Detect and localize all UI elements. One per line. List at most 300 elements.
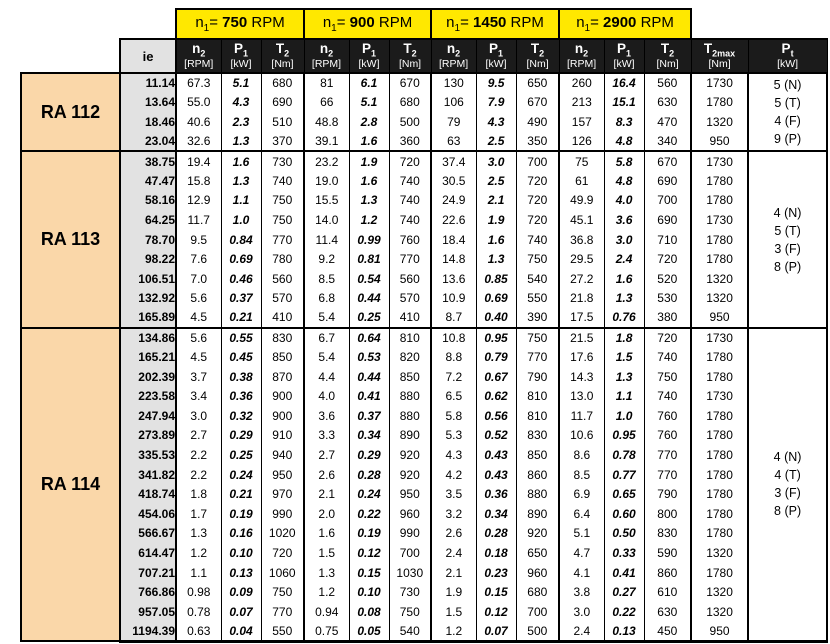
t2-cell: 720: [516, 210, 559, 230]
p1-cell: 0.85: [476, 269, 516, 289]
ratio-cell: 165.21: [120, 347, 176, 367]
table-row: [21, 426, 827, 446]
table-row: [21, 445, 827, 465]
t2-cell: 690: [644, 171, 691, 191]
t2-header-900rpm: $T_2$ [Nm]: [389, 39, 431, 73]
n2-cell: 2.4: [559, 622, 604, 642]
n2-cell: 10.8: [431, 328, 476, 348]
t2-cell: 410: [261, 308, 304, 328]
gearbox-spec-table: [20, 8, 828, 643]
ratio-cell: 23.04: [120, 132, 176, 152]
p1-cell: 0.36: [221, 387, 261, 407]
t2-cell: 700: [644, 191, 691, 211]
p1-cell: 0.37: [221, 289, 261, 309]
p1-cell: 0.44: [349, 289, 389, 309]
n2-cell: 2.1: [431, 563, 476, 583]
t2-cell: 950: [261, 465, 304, 485]
table-body: [21, 73, 827, 641]
p1-cell: 0.07: [221, 602, 261, 622]
t2-cell: 760: [644, 406, 691, 426]
p1-cell: 0.34: [476, 504, 516, 524]
column-header-row: [21, 39, 827, 73]
p1-cell: 0.34: [349, 426, 389, 446]
n2-cell: 63: [431, 132, 476, 152]
table-row: [21, 524, 827, 544]
t2-cell: 1030: [389, 563, 431, 583]
n2-cell: 11.7: [176, 210, 221, 230]
p1-cell: 0.25: [221, 445, 261, 465]
ratio-cell: 418.74: [120, 484, 176, 504]
n2-cell: 4.3: [431, 445, 476, 465]
n2-cell: 27.2: [559, 269, 604, 289]
ratio-cell: 766.86: [120, 582, 176, 602]
n2-cell: 7.0: [176, 269, 221, 289]
n2-cell: 36.8: [559, 230, 604, 250]
t2max-cell: 1730: [691, 73, 748, 93]
ratio-cell: 454.06: [120, 504, 176, 524]
n2-cell: 6.7: [304, 328, 349, 348]
n2-cell: 5.6: [176, 328, 221, 348]
t2-cell: 380: [644, 308, 691, 328]
p1-cell: 0.40: [476, 308, 516, 328]
ratio-cell: 341.82: [120, 465, 176, 485]
n2-cell: 1.2: [304, 582, 349, 602]
t2max-cell: 1780: [691, 347, 748, 367]
pt-line: 4 (F): [774, 114, 801, 129]
t2-cell: 750: [261, 191, 304, 211]
t2-cell: 450: [644, 622, 691, 642]
t2-cell: 990: [261, 504, 304, 524]
p1-cell: 0.16: [221, 524, 261, 544]
p1-cell: 0.36: [476, 484, 516, 504]
p1-cell: 0.18: [476, 543, 516, 563]
t2-cell: 690: [261, 93, 304, 113]
n2-cell: 6.9: [559, 484, 604, 504]
p1-cell: 1.0: [221, 210, 261, 230]
p1-cell: 1.5: [604, 347, 644, 367]
t2-cell: 790: [516, 367, 559, 387]
t2-header-1450rpm: $T_2$ [Nm]: [516, 39, 559, 73]
ie-column-header: ie: [120, 39, 176, 73]
p1-cell: 0.84: [221, 230, 261, 250]
n2-cell: 7.6: [176, 249, 221, 269]
t2max-cell: 1780: [691, 484, 748, 504]
p1-cell: 3.0: [604, 230, 644, 250]
t2-cell: 710: [644, 230, 691, 250]
p1-cell: 1.8: [604, 328, 644, 348]
p1-cell: 4.8: [604, 132, 644, 152]
speed-header-row: [21, 9, 827, 39]
n2-cell: 48.8: [304, 112, 349, 132]
p1-cell: 0.13: [221, 563, 261, 583]
group-column-spacer: [21, 39, 120, 73]
p1-cell: 1.9: [349, 151, 389, 171]
n2-cell: 37.4: [431, 151, 476, 171]
t2-cell: 850: [389, 367, 431, 387]
p1-cell: 0.37: [349, 406, 389, 426]
p1-cell: 0.69: [221, 249, 261, 269]
p1-cell: 0.77: [604, 465, 644, 485]
n2-cell: 106: [431, 93, 476, 113]
table-row: [21, 93, 827, 113]
p1-cell: 0.43: [476, 465, 516, 485]
t2-cell: 690: [644, 210, 691, 230]
pt-line: 8 (P): [774, 259, 802, 274]
t2max-cell: 1730: [691, 387, 748, 407]
p1-cell: 0.09: [221, 582, 261, 602]
n2-cell: 4.0: [304, 387, 349, 407]
p1-cell: 0.69: [476, 289, 516, 309]
t2-cell: 610: [644, 582, 691, 602]
p1-cell: 2.8: [349, 112, 389, 132]
pt-line: 5 (N): [773, 78, 802, 93]
t2-cell: 720: [516, 171, 559, 191]
t2max-cell: 1320: [691, 543, 748, 563]
t2max-cell: 1780: [691, 465, 748, 485]
table-row: [21, 367, 827, 387]
pt-line: 4 (N): [773, 450, 802, 465]
n2-cell: 39.1: [304, 132, 349, 152]
ratio-cell: 134.86: [120, 328, 176, 348]
p1-cell: 0.22: [349, 504, 389, 524]
t2-cell: 800: [644, 504, 691, 524]
n2-cell: 24.9: [431, 191, 476, 211]
t2max-column-header: $T_{2max}$ [Nm]: [691, 39, 748, 73]
t2-cell: 560: [389, 269, 431, 289]
p1-cell: 0.12: [476, 602, 516, 622]
p1-cell: 1.6: [221, 151, 261, 171]
p1-cell: 0.60: [604, 504, 644, 524]
header-spacer-pt: [748, 9, 827, 39]
n2-cell: 4.5: [176, 308, 221, 328]
n2-cell: 40.6: [176, 112, 221, 132]
t2-cell: 790: [644, 484, 691, 504]
t2max-cell: 1780: [691, 406, 748, 426]
n2-cell: 15.8: [176, 171, 221, 191]
ratio-cell: 11.14: [120, 73, 176, 93]
table-row: [21, 328, 827, 348]
speed-band-2900rpm: [559, 9, 691, 39]
ratio-cell: 957.05: [120, 602, 176, 622]
t2-cell: 730: [261, 151, 304, 171]
p1-cell: 5.8: [604, 151, 644, 171]
n2-cell: 3.5: [431, 484, 476, 504]
p1-cell: 0.62: [476, 387, 516, 407]
p1-cell: 0.78: [604, 445, 644, 465]
t2-cell: 830: [516, 426, 559, 446]
speed-band-1450rpm: [431, 9, 559, 39]
t2-cell: 740: [261, 171, 304, 191]
t2-cell: 670: [389, 73, 431, 93]
n2-cell: 2.2: [176, 465, 221, 485]
t2-cell: 860: [516, 465, 559, 485]
table-row: [21, 132, 827, 152]
p1-cell: 0.29: [349, 445, 389, 465]
ratio-cell: 1194.39: [120, 622, 176, 642]
n2-cell: 5.1: [559, 524, 604, 544]
n2-cell: 11.4: [304, 230, 349, 250]
n2-cell: 2.6: [431, 524, 476, 544]
table-row: [21, 73, 827, 93]
t2-cell: 1060: [261, 563, 304, 583]
t2-cell: 720: [644, 328, 691, 348]
t2-cell: 1020: [261, 524, 304, 544]
t2-cell: 820: [389, 347, 431, 367]
t2-cell: 500: [389, 112, 431, 132]
p1-cell: 0.32: [221, 406, 261, 426]
t2-cell: 570: [389, 289, 431, 309]
n2-cell: 1.3: [304, 563, 349, 583]
p1-cell: 0.41: [604, 563, 644, 583]
p1-cell: 0.38: [221, 367, 261, 387]
p1-cell: 1.6: [349, 171, 389, 191]
p1-cell: 3.0: [476, 151, 516, 171]
p1-cell: 1.3: [476, 249, 516, 269]
table-row: [21, 151, 827, 171]
n2-cell: 3.2: [431, 504, 476, 524]
p1-cell: 0.65: [604, 484, 644, 504]
n2-cell: 8.6: [559, 445, 604, 465]
t2-cell: 870: [261, 367, 304, 387]
t2-cell: 340: [644, 132, 691, 152]
n2-cell: 4.4: [304, 367, 349, 387]
p1-cell: 0.29: [221, 426, 261, 446]
t2-cell: 750: [644, 367, 691, 387]
table-header: [21, 9, 827, 73]
table-row: [21, 387, 827, 407]
ratio-cell: 165.89: [120, 308, 176, 328]
p1-cell: 0.54: [349, 269, 389, 289]
p1-cell: 1.6: [604, 269, 644, 289]
p1-cell: 9.5: [476, 73, 516, 93]
p1-cell: 0.25: [349, 308, 389, 328]
n2-cell: 0.75: [304, 622, 349, 642]
table-row: [21, 191, 827, 211]
table-row: [21, 308, 827, 328]
pt-line: 4 (N): [773, 205, 802, 220]
ratio-cell: 335.53: [120, 445, 176, 465]
ratio-cell: 47.47: [120, 171, 176, 191]
p1-cell: 0.19: [349, 524, 389, 544]
t2-cell: 720: [516, 191, 559, 211]
t2-cell: 810: [516, 406, 559, 426]
t2-cell: 650: [516, 543, 559, 563]
n2-cell: 17.6: [559, 347, 604, 367]
t2max-cell: 1780: [691, 191, 748, 211]
n2-cell: 1.5: [304, 543, 349, 563]
t2max-cell: 1780: [691, 524, 748, 544]
p1-cell: 2.3: [221, 112, 261, 132]
t2-cell: 750: [389, 602, 431, 622]
n2-cell: 2.7: [176, 426, 221, 446]
t2-cell: 700: [516, 151, 559, 171]
t2-cell: 940: [261, 445, 304, 465]
p1-cell: 0.55: [221, 328, 261, 348]
p1-cell: 1.3: [221, 171, 261, 191]
n2-cell: 3.6: [304, 406, 349, 426]
n2-cell: 1.3: [176, 524, 221, 544]
p1-cell: 0.12: [349, 543, 389, 563]
t2max-cell: 1780: [691, 504, 748, 524]
table-row: [21, 465, 827, 485]
t2-cell: 920: [389, 465, 431, 485]
table-row: [21, 112, 827, 132]
table-row: [21, 563, 827, 583]
n2-cell: 2.6: [304, 465, 349, 485]
n2-cell: 66: [304, 93, 349, 113]
pt-line: 3 (F): [774, 486, 801, 501]
t2-cell: 810: [516, 387, 559, 407]
t2-cell: 750: [261, 582, 304, 602]
t2-cell: 670: [516, 93, 559, 113]
t2-cell: 740: [389, 210, 431, 230]
p1-cell: 4.3: [221, 93, 261, 113]
t2-cell: 740: [644, 387, 691, 407]
t2max-cell: 1320: [691, 112, 748, 132]
table-row: [21, 289, 827, 309]
t2-cell: 750: [516, 249, 559, 269]
t2-cell: 590: [644, 543, 691, 563]
p1-cell: 0.50: [604, 524, 644, 544]
p1-cell: 0.53: [349, 347, 389, 367]
t2max-cell: 1320: [691, 602, 748, 622]
n2-cell: 3.4: [176, 387, 221, 407]
p1-cell: 0.21: [221, 484, 261, 504]
p1-cell: 0.04: [221, 622, 261, 642]
table-row: [21, 230, 827, 250]
n2-cell: 1.1: [176, 563, 221, 583]
n2-cell: 5.8: [431, 406, 476, 426]
n2-cell: 3.0: [176, 406, 221, 426]
t2-cell: 410: [389, 308, 431, 328]
n2-cell: 11.7: [559, 406, 604, 426]
n2-cell: 8.5: [559, 465, 604, 485]
table-row: [21, 622, 827, 642]
t2-cell: 630: [644, 602, 691, 622]
n2-cell: 4.1: [559, 563, 604, 583]
p1-cell: 2.4: [604, 249, 644, 269]
n2-cell: 213: [559, 93, 604, 113]
n2-cell: 2.4: [431, 543, 476, 563]
p1-cell: 0.95: [604, 426, 644, 446]
p1-cell: 0.43: [476, 445, 516, 465]
t2max-cell: 1780: [691, 249, 748, 269]
n2-cell: 67.3: [176, 73, 221, 93]
n2-cell: 13.6: [431, 269, 476, 289]
p1-cell: 1.3: [349, 191, 389, 211]
t2-cell: 960: [389, 504, 431, 524]
speed-label: $n_1= 750$ RPM: [195, 14, 285, 34]
t2max-cell: 1730: [691, 151, 748, 171]
n2-cell: 0.78: [176, 602, 221, 622]
n2-cell: 2.2: [176, 445, 221, 465]
n2-cell: 126: [559, 132, 604, 152]
n2-cell: 1.8: [176, 484, 221, 504]
n2-cell: 3.3: [304, 426, 349, 446]
table-row: [21, 543, 827, 563]
p1-cell: 4.0: [604, 191, 644, 211]
p1-cell: 0.21: [221, 308, 261, 328]
t2-cell: 900: [261, 387, 304, 407]
speed-band-750rpm: [176, 9, 304, 39]
p1-cell: 0.33: [604, 543, 644, 563]
t2-cell: 360: [389, 132, 431, 152]
p1-cell: 0.76: [604, 308, 644, 328]
p1-cell: 15.1: [604, 93, 644, 113]
t2max-cell: 1780: [691, 445, 748, 465]
table-row: [21, 210, 827, 230]
p1-cell: 3.6: [604, 210, 644, 230]
pt-line: 3 (F): [774, 241, 801, 256]
p1-cell: 1.3: [604, 289, 644, 309]
t2-cell: 760: [389, 230, 431, 250]
table-row: [21, 504, 827, 524]
t2max-cell: 1780: [691, 230, 748, 250]
t2-cell: 860: [644, 563, 691, 583]
p1-header-750rpm: $P_1$ [kW]: [221, 39, 261, 73]
p1-cell: 0.56: [476, 406, 516, 426]
p1-cell: 0.67: [476, 367, 516, 387]
ratio-cell: 707.21: [120, 563, 176, 583]
p1-cell: 6.1: [349, 73, 389, 93]
p1-cell: 1.0: [604, 406, 644, 426]
n2-header-750rpm: $n_2$ [RPM]: [176, 39, 221, 73]
pt-line: 4 (T): [774, 468, 801, 483]
n2-cell: 15.5: [304, 191, 349, 211]
t2-cell: 920: [389, 445, 431, 465]
n2-cell: 130: [431, 73, 476, 93]
ratio-cell: 202.39: [120, 367, 176, 387]
ratio-cell: 273.89: [120, 426, 176, 446]
n2-cell: 1.5: [431, 602, 476, 622]
n2-header-900rpm: $n_2$ [RPM]: [304, 39, 349, 73]
p1-cell: 0.99: [349, 230, 389, 250]
n2-cell: 19.4: [176, 151, 221, 171]
pt-column-header: $P_t$ [kW]: [748, 39, 827, 73]
t2-cell: 830: [644, 524, 691, 544]
t2-cell: 740: [389, 171, 431, 191]
t2-cell: 770: [261, 602, 304, 622]
t2max-cell: 1780: [691, 367, 748, 387]
n2-cell: 21.8: [559, 289, 604, 309]
ratio-cell: 78.70: [120, 230, 176, 250]
t2-cell: 740: [644, 347, 691, 367]
n2-cell: 30.5: [431, 171, 476, 191]
n2-cell: 55.0: [176, 93, 221, 113]
n2-cell: 19.0: [304, 171, 349, 191]
p1-cell: 7.9: [476, 93, 516, 113]
table-row: [21, 171, 827, 191]
n2-cell: 61: [559, 171, 604, 191]
t2max-cell: 1320: [691, 289, 748, 309]
t2-cell: 550: [516, 289, 559, 309]
t2-cell: 680: [389, 93, 431, 113]
t2max-cell: 950: [691, 308, 748, 328]
t2-cell: 530: [644, 289, 691, 309]
n2-cell: 4.7: [559, 543, 604, 563]
p1-header-1450rpm: $P_1$ [kW]: [476, 39, 516, 73]
t2-cell: 390: [516, 308, 559, 328]
n2-cell: 13.0: [559, 387, 604, 407]
ratio-cell: 106.51: [120, 269, 176, 289]
n2-cell: 49.9: [559, 191, 604, 211]
p1-cell: 0.10: [221, 543, 261, 563]
t2-cell: 740: [516, 230, 559, 250]
p1-cell: 8.3: [604, 112, 644, 132]
t2-cell: 700: [389, 543, 431, 563]
p1-header-900rpm: $P_1$ [kW]: [349, 39, 389, 73]
p1-cell: 0.44: [349, 367, 389, 387]
